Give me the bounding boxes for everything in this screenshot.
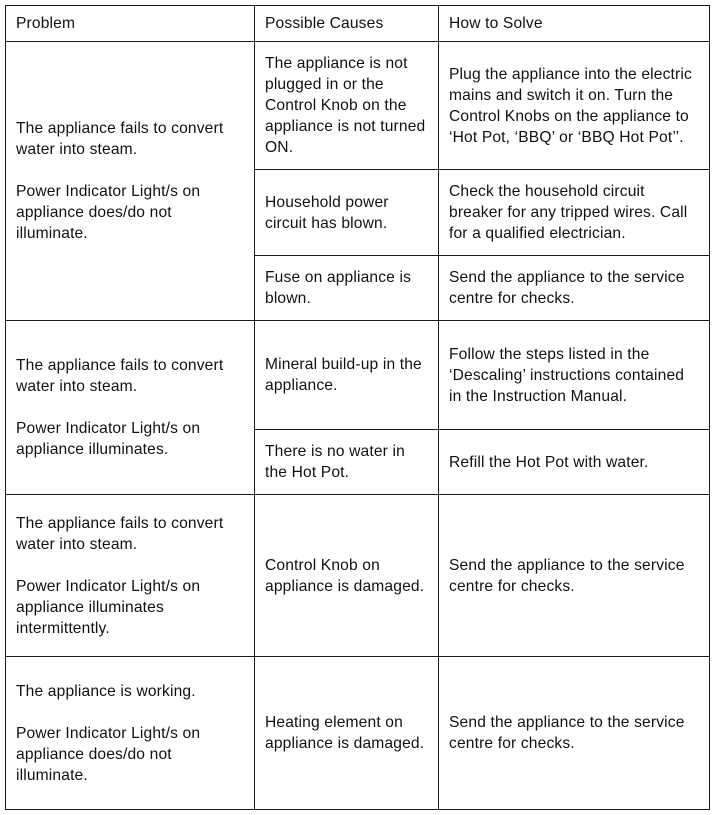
solution-cell: Send the appliance to the service centre for checks. xyxy=(439,657,710,810)
solution-cell: Send the appliance to the service centre for checks. xyxy=(439,495,710,657)
problem-text: Power Indicator Light/s on appliance illuminates. xyxy=(16,420,201,458)
solution-cell: Check the household circuit breaker for any tripped wires. Call for a qualified electrician. xyxy=(439,170,710,256)
table-row xyxy=(6,321,710,430)
header-problem: Problem xyxy=(6,6,255,42)
cause-cell: There is no water in the Hot Pot. xyxy=(255,430,439,495)
problem-text: The appliance is working. xyxy=(16,682,196,700)
problem-text: The appliance fails to convert water into steam. xyxy=(16,514,224,553)
table-row xyxy=(6,657,710,810)
table-row xyxy=(6,495,710,657)
problem-cell xyxy=(6,321,255,495)
header-possible-causes: Possible Causes xyxy=(255,6,439,42)
cause-cell: The appliance is not plugged in or the Control Knob on the appliance is not turned ON. xyxy=(255,42,439,170)
cause-cell: Fuse on appliance is blown. xyxy=(255,256,439,321)
problem-cell xyxy=(6,42,255,321)
solution-cell: Follow the steps listed in the ‘Descaling’ instructions contained in the Instruction Manual. xyxy=(439,321,710,430)
problem-text: Power Indicator Light/s on appliance does/do not illuminate. xyxy=(16,183,201,242)
problem-text: Power Indicator Light/s on appliance does/do not illuminate. xyxy=(16,724,201,784)
solution-cell: Send the appliance to the service centre for checks. xyxy=(439,256,710,321)
troubleshooting-table xyxy=(5,5,710,810)
header-row xyxy=(6,6,710,42)
problem-text: The appliance fails to convert water into steam. xyxy=(16,357,224,395)
cause-cell: Control Knob on appliance is damaged. xyxy=(255,495,439,657)
solution-cell: Plug the appliance into the electric mains and switch it on. Turn the Control Knobs on the appliance to ‘Hot Pot, ‘BBQ’ or ‘BBQ Hot Pot’’. xyxy=(439,42,710,170)
cause-cell: Heating element on appliance is damaged. xyxy=(255,657,439,810)
problem-cell xyxy=(6,657,255,810)
table-row xyxy=(6,42,710,170)
cause-cell: Household power circuit has blown. xyxy=(255,170,439,256)
cause-cell: Mineral build-up in the appliance. xyxy=(255,321,439,430)
header-how-to-solve: How to Solve xyxy=(439,6,710,42)
problem-cell xyxy=(6,495,255,657)
problem-text: Power Indicator Light/s on appliance illuminates intermittently. xyxy=(16,577,201,637)
solution-cell: Refill the Hot Pot with water. xyxy=(439,430,710,495)
problem-text: The appliance fails to convert water into steam. xyxy=(16,120,224,158)
